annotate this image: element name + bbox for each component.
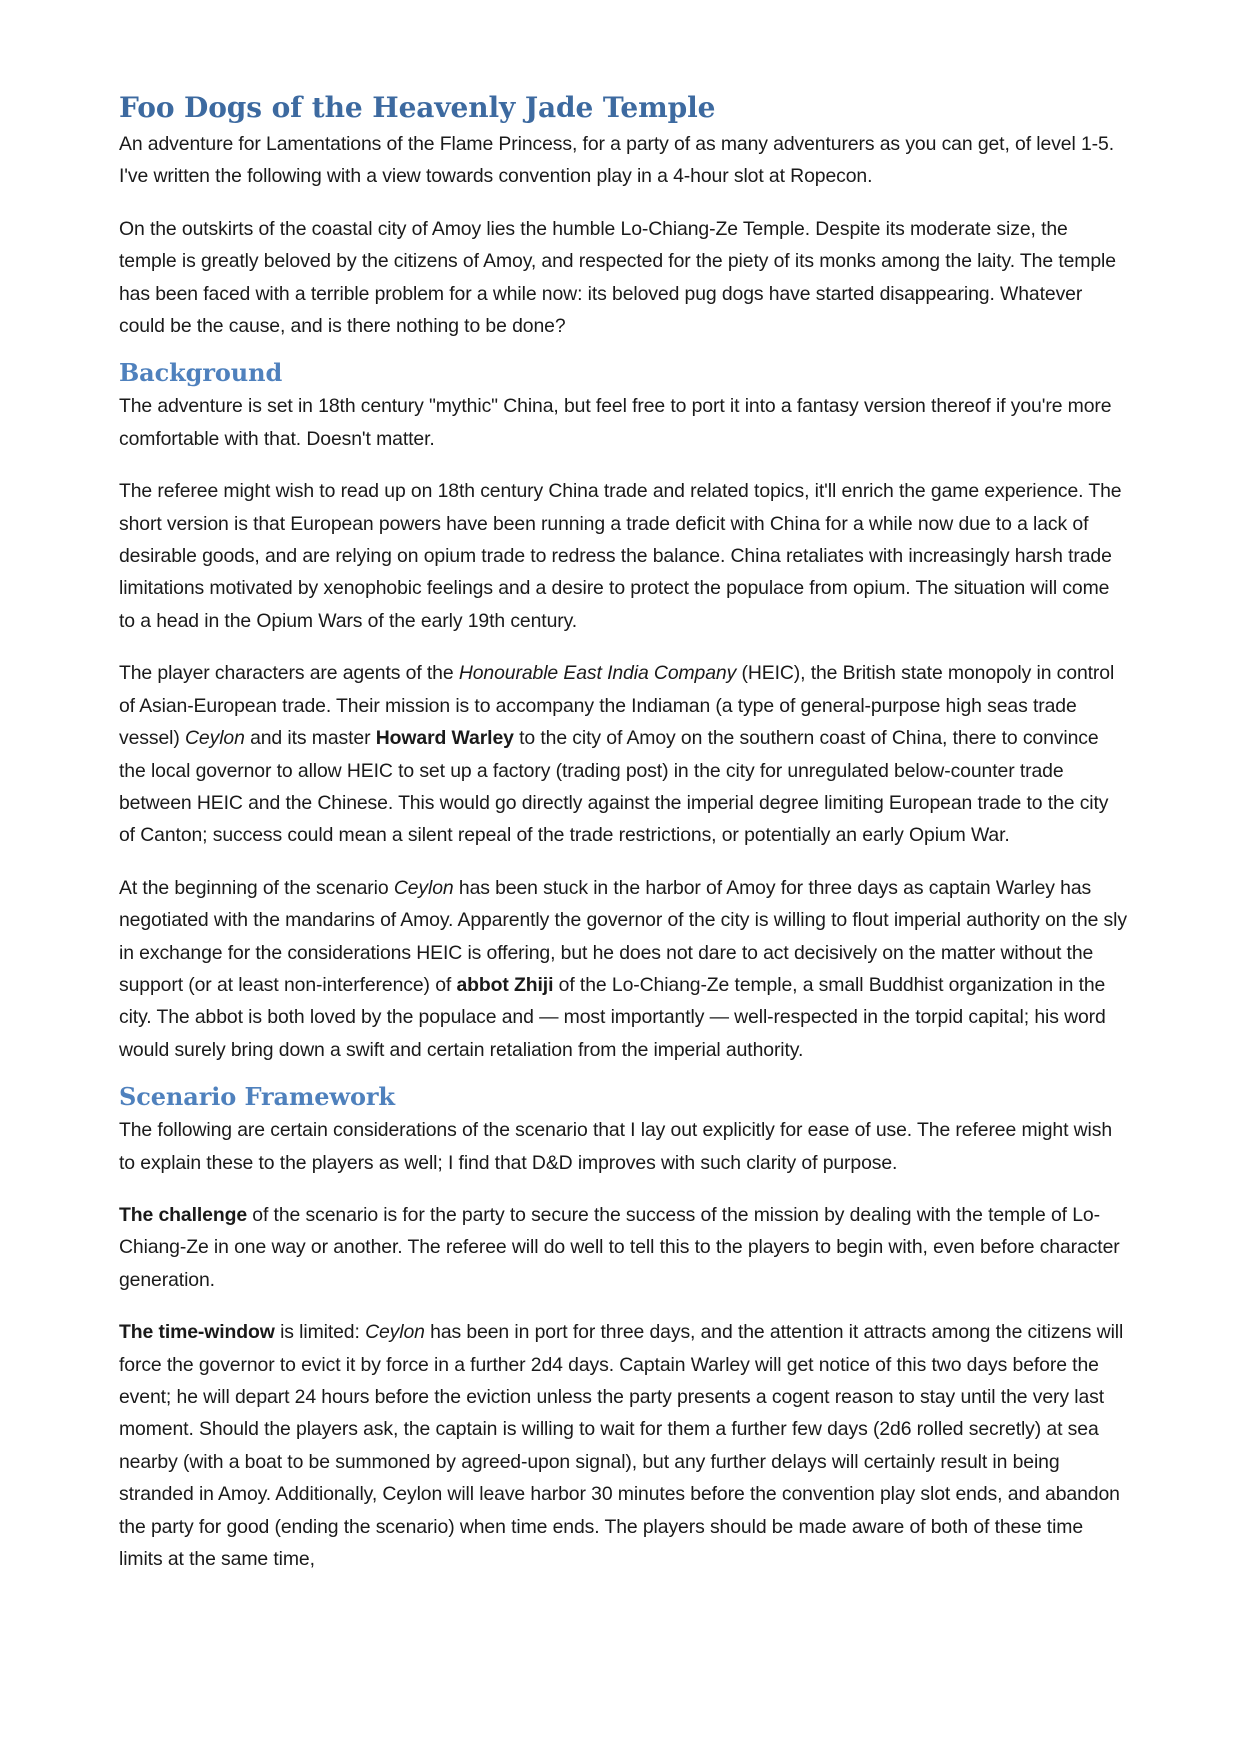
text-run: to the city of Amoy on the southern coast of China, there to convince the local governor to allow HEIC to set up a factory (trading post) in the city for unregulated below-counter trade between HEIC and the Chinese. This would go directly against the imperial degree limiting European trade to the city of Canton; success could mean a silent repeal of the trade restrictions, or potentially an early Opium War.: [119, 727, 1109, 847]
ship-name-italic: Ceylon: [185, 727, 245, 750]
framework-paragraph-1: The following are certain considerations of the scenario that I lay out explicitly for ease of use. The referee might wish to explain these to the players as well; I find that D&D improves with such clarity of purpose.: [119, 1119, 1113, 1174]
document-title: Foo Dogs of the Heavenly Jade Temple: [119, 91, 716, 124]
text-run: The player characters are agents of the: [119, 662, 459, 685]
time-window-term-bold: The time-window: [119, 1321, 275, 1344]
framework-heading: Scenario Framework: [119, 1082, 395, 1112]
background-heading: Background: [119, 358, 283, 388]
text-run: At the beginning of the scenario: [119, 876, 394, 899]
intro-paragraph-2: On the outskirts of the coastal city of Amoy lies the humble Lo-Chiang-Ze Temple. Despite its moderate size, the temple is greatly beloved by the citizens of Amoy, and respected for the piety of its monks among the laity. The temple has been faced with a terrible problem for a while now: its beloved pug dogs have started disappearing. Whatever could be the cause, and is there nothing to be done?: [119, 217, 1116, 338]
company-name-italic: Honourable East India Company: [458, 662, 737, 685]
framework-paragraph-2: [119, 1199, 1129, 1296]
background-paragraph-1: The adventure is set in 18th century "mythic" China, but feel free to port it into a fantasy version thereof if you're more comfortable with that. Doesn't matter.: [119, 395, 1112, 450]
text-run: of the scenario is for the party to secure the success of the mission by dealing with the temple of Lo-Chiang-Ze in one way or another. The referee will do well to tell this to the players to begin with, even before character generation.: [119, 1203, 1120, 1291]
text-run: and its master: [244, 727, 376, 750]
abbot-name-bold: abbot Zhiji: [456, 973, 554, 996]
text-run: is limited:: [274, 1321, 366, 1344]
background-paragraph-4: [119, 872, 1129, 1066]
challenge-term-bold: The challenge: [119, 1203, 248, 1226]
ship-name-italic: Ceylon: [393, 876, 454, 899]
framework-paragraph-3: [119, 1316, 1129, 1575]
text-run: has been stuck in the harbor of Amoy for three days as captain Warley has negotiated with the mandarins of Amoy. Apparently the governor of the city is willing to flout imperial authority on the sly in exchange for the considerations HEIC is offering, but he does not dare to act decisively on the matter without the support (or at least non-interference) of: [119, 876, 1127, 996]
text-run: has been in port for three days, and the attention it attracts among the citizens will force the governor to evict it by force in a further 2d4 days. Captain Warley will get notice of this two days before the event; he will depart 24 hours before the eviction unless the party presents a cogent reason to stay until the very last moment. Should the players ask, the captain is willing to wait for them a further few days (2d6 rolled secretly) at sea nearby (with a boat to be summoned by agreed-upon signal), but any further delays will certainly result in being stranded in Amoy. Additionally, Ceylon will leave harbor 30 minutes before the convention play slot ends, and abandon the party for good (ending the scenario) when time ends. The players should be made aware of both of these time limits at the same time,: [119, 1321, 1124, 1571]
ship-name-italic: Ceylon: [365, 1321, 425, 1344]
text-run: (HEIC), the British state monopoly in control of Asian-European trade. Their mission is to accompany the Indiaman (a type of general-purpose high seas trade vessel): [119, 662, 1115, 750]
document-page: [119, 88, 1129, 1595]
background-paragraph-2: The referee might wish to read up on 18th century China trade and related topics, it'll enrich the game experience. The short version is that European powers have been running a trade deficit with China for a while now due to a lack of desirable goods, and are relying on opium trade to redress the balance. China retaliates with increasingly harsh trade limitations motivated by xenophobic feelings and a desire to protect the populace from opium. The situation will come to a head in the Opium Wars of the early 19th century.: [119, 480, 1122, 632]
captain-name-bold: Howard Warley: [375, 727, 514, 750]
background-paragraph-3: [119, 657, 1129, 851]
text-run: of the Lo-Chiang-Ze temple, a small Buddhist organization in the city. The abbot is both loved by the populace and — most importantly — well-respected in the torpid capital; his word would surely bring down a swift and certain retaliation from the imperial authority.: [119, 973, 1106, 1061]
intro-paragraph-1: An adventure for Lamentations of the Flame Princess, for a party of as many adventurers as you can get, of level 1-5. I've written the following with a view towards convention play in a 4-hour slot at Ropecon.: [119, 133, 1114, 188]
